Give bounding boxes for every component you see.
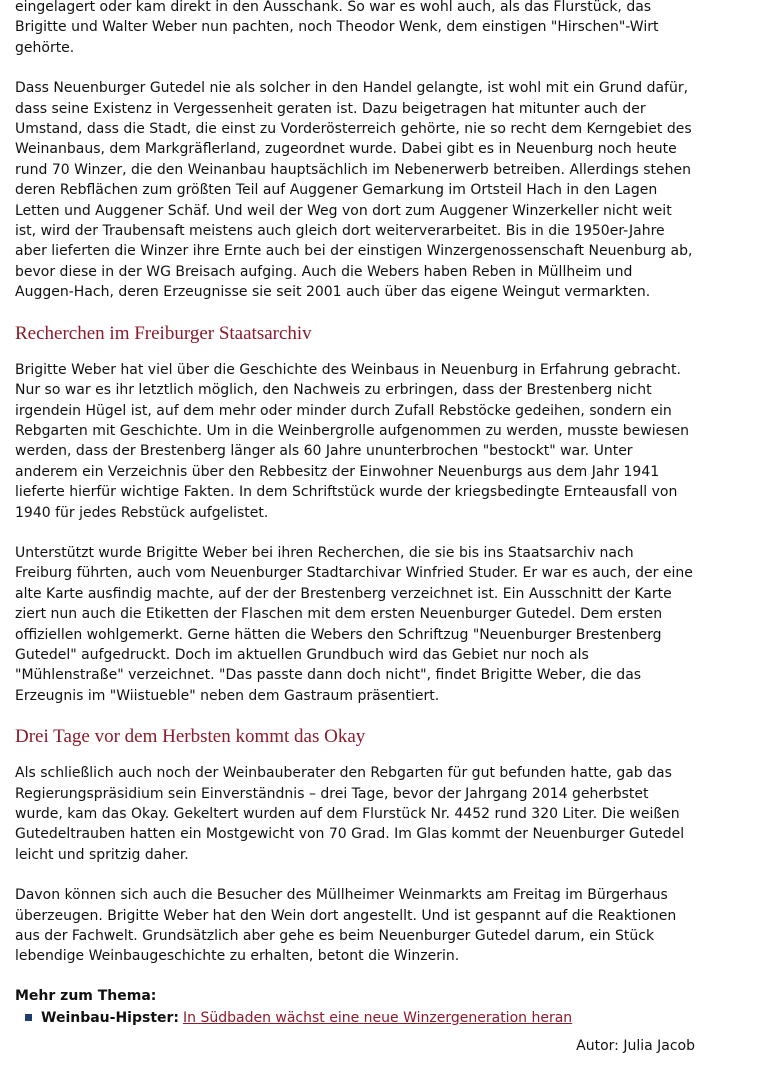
author-credit: Autor: Julia Jacob — [576, 1037, 695, 1054]
related-topic-link[interactable]: In Südbaden wächst eine neue Winzergeneration heran — [183, 1009, 573, 1026]
article-paragraph: Unterstützt wurde Brigitte Weber bei ihren Recherchen, die sie bis ins Staatsarchiv nach Freiburg führten, auch vom Neuenburger Stadtarchivar Winfried Studer. Er war es auch, der eine alte Karte ausfindig machte, auf der der Brestenberg verzeichnet ist. Ein Ausschnitt der Karte ziert nun auch die Etiketten der Flaschen mit dem ersten Neuenburger Gutedel. Dem ersten offiziellen wohlgemerkt. Gerne hätten die Webers den Schriftzug "Neuenburger Brestenberg Gutedel" aufgedruckt. Doch im aktuellen Grundbuch wird das Gebiet nur noch als "Mühlenstraße" verzeichnet. "Das passte dann doch nicht", findet Brigitte Weber, die das Erzeugnis im "Wiistueble" neben dem Gastraum präsentiert. — [15, 544, 693, 704]
article-paragraph: eingelagert oder kam direkt in den Ausschank. So war es wohl auch, als das Flurstück, das Brigitte und Walter Weber nun pachten, noch Theodor Wenk, dem einstigen "Hirschen"-Wirt gehörte. — [15, 0, 659, 56]
related-topic-label: Weinbau-Hipster: — [41, 1009, 180, 1026]
section-heading: Recherchen im Freiburger Staatsarchiv — [15, 322, 312, 344]
article-paragraph: Dass Neuenburger Gutedel nie als solcher in den Handel gelangte, ist wohl mit ein Grund dafür, dass seine Existenz in Vergessenheit geraten ist. Dazu beigetragen hat mitunter auch der Umstand, dass die Stadt, die einst zu Vorderösterreich gehörte, nie so recht dem Kerngebiet des Weinanbaus, dem Markgräflerland, zugeordnet wurde. Dabei gibt es in Neuenburg noch heute rund 70 Winzer, die den Weinanbau hauptsächlich im Nebenerwerb betreiben. Allerdings stehen deren Rebflächen zum größten Teil auf Auggener Gemarkung im Ortsteil Hach in den Lagen Letten und Auggener Schäf. Und weil der Weg von dort zum Auggener Winzerkeller nicht weit ist, wird der Traubensaft meistens auch gleich dort weiterverarbeitet. Bis in die 1950er-Jahre aber lieferten die Winzer ihre Ernte auch bei der einstigen Winzergenossenschaft Neuenburg ab, bevor diese in der WG Breisach aufging. Auch die Webers haben Reben in Müllheim und Auggen-Hach, deren Erzeugnisse sie seit 2001 auch über das eigene Weingut vermarkten. — [15, 80, 693, 301]
square-bullet-icon — [25, 1014, 32, 1021]
article-paragraph: Davon können sich auch die Besucher des Müllheimer Weinmarkts am Freitag im Bürgerhaus überzeugen. Brigitte Weber hat den Wein dort angestellt. Und ist gespannt auf die Reaktionen aus der Fachwelt. Grundsätzlich aber gehe es beim Neuenburger Gutedel darum, ein Stück lebendige Weinbaugeschichte zu erhalten, betont die Winzerin. — [15, 887, 677, 965]
related-topics-list — [15, 1008, 695, 1028]
related-topic-item — [25, 1008, 695, 1028]
related-topics-title: Mehr zum Thema: — [15, 987, 157, 1004]
article-body — [15, 0, 695, 1056]
article-paragraph: Brigitte Weber hat viel über die Geschichte des Weinbaus in Neuenburg in Erfahrung gebracht. Nur so war es ihr letztlich möglich, den Nachweis zu erbringen, dass der Brestenberg nicht irgendein Hügel ist, auf dem mehr oder minder durch Zufall Rebstöcke gedeihen, sondern ein Rebgarten mit Geschichte. Um in die Weinbergrolle aufgenommen zu werden, musste bewiesen werden, dass der Brestenberg länger als 60 Jahre ununterbrochen "bestockt" war. Unter anderem ein Verzeichnis über den Rebbesitz der Einwohner Neuenburgs aus dem Jahr 1941 lieferte hierfür wichtige Fakten. In dem Schriftstück wurde der kriegsbedingte Ernteausfall von 1940 für jedes Rebstück aufgelistet. — [15, 361, 689, 521]
section-heading: Drei Tage vor dem Herbsten kommt das Okay — [15, 726, 366, 748]
article-paragraph: Als schließlich auch noch der Weinbauberater den Rebgarten für gut befunden hatte, gab das Regierungspräsidium sein Einverständnis – drei Tage, bevor der Jahrgang 2014 geherbstet wurde, kam das Okay. Gekeltert wurden auf dem Flurstück Nr. 4452 rund 320 Liter. Die weißen Gutedeltrauben hatten ein Mostgewicht von 70 Grad. Im Glas kommt der Neuenburger Gutedel leicht und spritzig daher. — [15, 765, 685, 863]
